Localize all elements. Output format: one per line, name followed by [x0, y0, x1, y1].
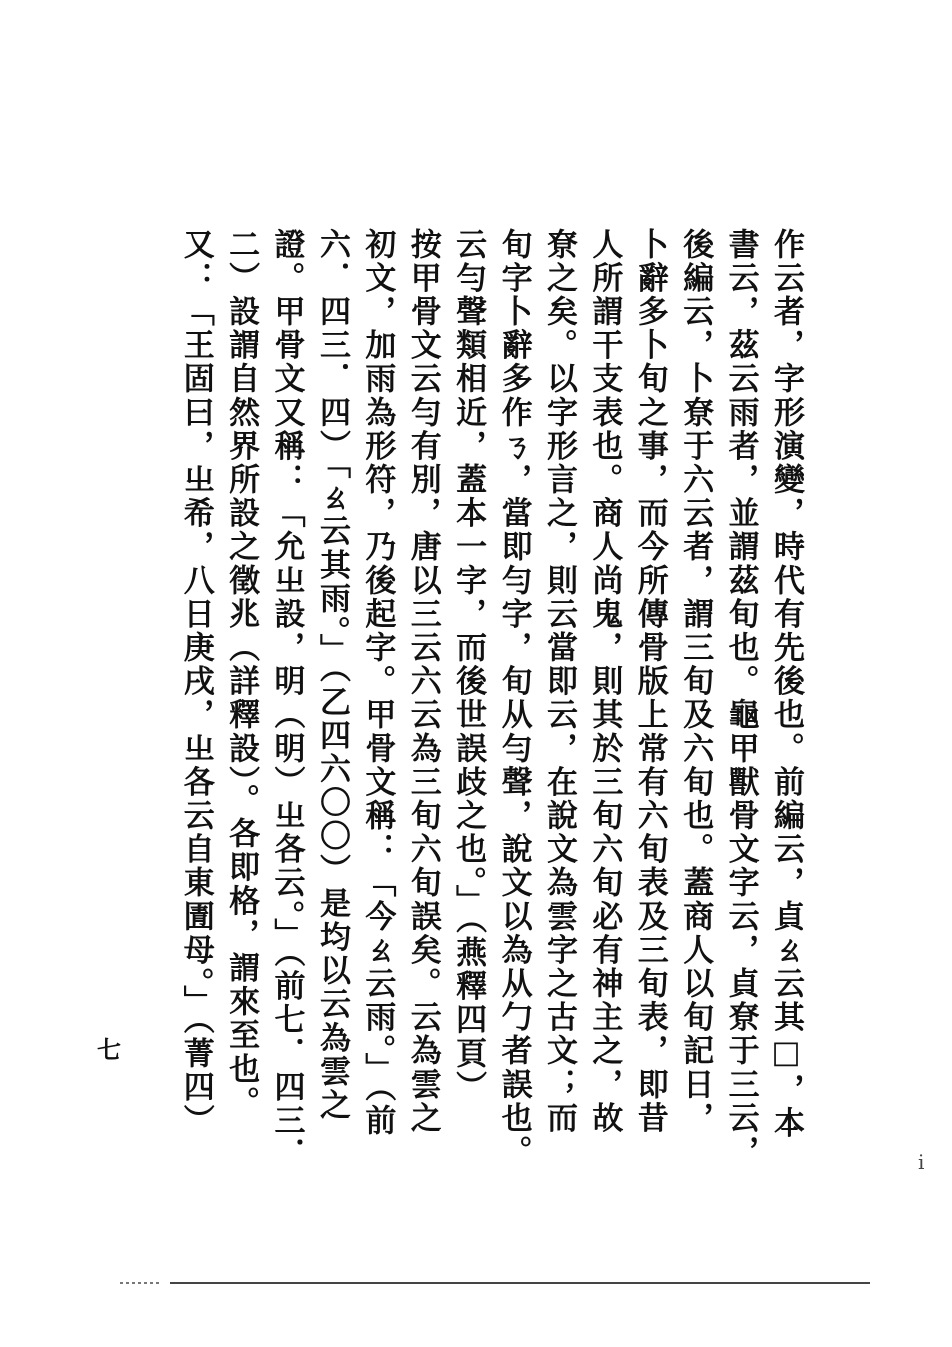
- text-column-12: 證。甲骨文又稱：「允㞢設，明（明）㞢各云。」（前七．四三．: [268, 228, 305, 1172]
- text-column-5: 人所謂干支表也。商人尚鬼，則其於三旬六旬必有神主之，故: [586, 228, 623, 1136]
- vertical-text-body: [118, 228, 808, 1172]
- text-column-9: 按甲骨文云勻有別，唐以三云六云為三旬六旬誤矣。云為雲之: [404, 228, 441, 1136]
- text-column-14: 又：「王固曰，㞢希，八日庚戌，㞢各云自東圊母。」（菁四）: [177, 228, 214, 1138]
- page-number: 七: [97, 1035, 121, 1064]
- text-column-13: 二）設謂自然界所設之徵兆（詳釋設）。各即格，謂來至也。: [223, 228, 260, 1120]
- text-column-7: 旬字卜辭多作ㄋ，當即勻字，旬从勻聲，說文以為从勹者誤也。: [495, 228, 532, 1169]
- text-column-4: 卜辭多卜旬之事，而今所傳骨版上常有六旬表及三旬表，即昔: [631, 228, 668, 1136]
- text-column-1: 作云者，字形演變，時代有先後也。前編云，貞ㄠ云其□，本: [768, 228, 804, 1141]
- bottom-rule: [170, 1282, 870, 1284]
- text-column-2: 書云，茲云雨者，並謂茲旬也。龜甲獸骨文字云，貞尞于三云，: [722, 228, 759, 1169]
- text-column-3: 後編云，卜尞于六云者，謂三旬及六旬也。蓋商人以旬記日，: [677, 228, 714, 1136]
- text-column-6: 尞之矣。以字形言之，則云當即云，在說文為雲字之古文；而: [540, 228, 577, 1136]
- text-column-8: 云勻聲類相近，蓋本一字，而後世誤歧之也。」（燕釋四頁）: [450, 228, 487, 1105]
- text-column-11: 六．四三．四）「ㄠ云其雨。」（乙四六〇〇）是均以云為雲之: [313, 228, 350, 1123]
- scan-edge-mark: ⅰ: [918, 1150, 925, 1174]
- text-column-10: 初文，加雨為形符，乃後起字。甲骨文稱：「今ㄠ云雨。」（前: [359, 228, 396, 1138]
